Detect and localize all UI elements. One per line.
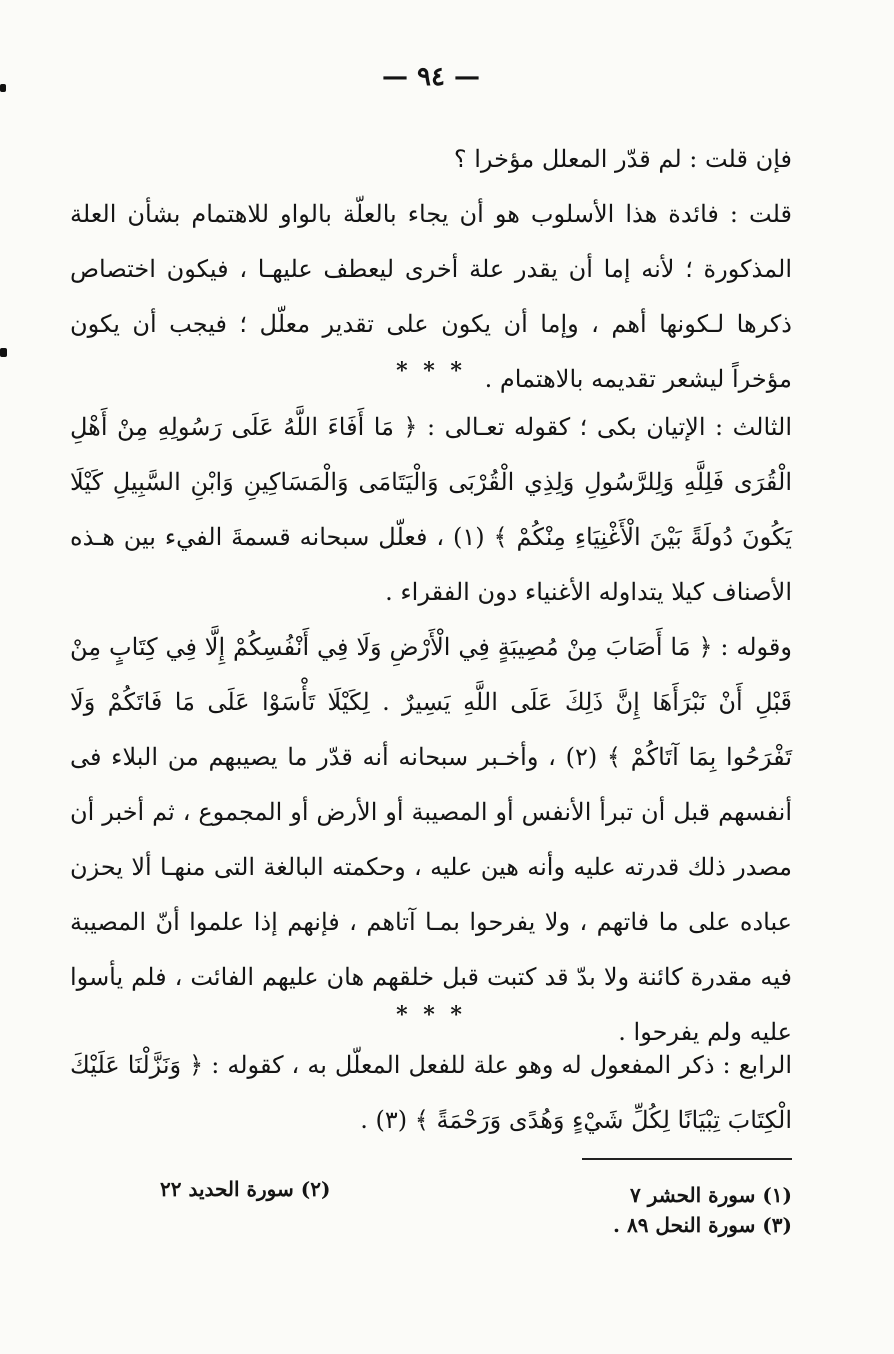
document-page: [70, 50, 792, 1300]
footnote-2: (٢) سورة الحديد ٢٢: [160, 1177, 331, 1201]
section-separator: * * *: [396, 358, 466, 384]
footnote-1: (١) سورة الحشر ٧: [630, 1183, 792, 1207]
paragraph-third: الثالث : الإتيان بكى ؛ كقوله تعـالى : ﴿ مَا أَفَاءَ اللَّهُ عَلَى رَسُولِهِ مِنْ أَهْلِ الْقُرَى فَلِلَّهِ وَلِلرَّسُولِ وَلِذِي الْقُرْبَى وَالْيَتَامَى وَالْمَسَاكِينِ وَابْنِ السَّبِيلِ كَيْلَا يَكُونَ دُولَةً بَيْنَ الْأَغْنِيَاءِ مِنْكُمْ ﴾ (١) ، فعلّل سبحانه قسمةَ الفيء بين هـذه الأصناف كيلا يتداوله الأغنياء دون الفقراء .: [70, 413, 793, 606]
section-separator: * * *: [396, 1002, 466, 1028]
margin-mark-middle: [0, 348, 7, 357]
paragraph-question: فإن قلت : لم قدّر المعلل مؤخرا ؟: [453, 145, 792, 173]
paragraph-fourth: الرابع : ذكر المفعول له وهو علة للفعل المعلّل به ، كقوله : ﴿ وَنَزَّلْنَا عَلَيْكَ الْكِتَابَ تِبْيَانًا لِكُلِّ شَيْءٍ وَهُدًى وَرَحْمَةً ﴾ (٣) .: [70, 1051, 792, 1134]
margin-mark-top: [0, 84, 6, 92]
footnote-rule: [582, 1158, 792, 1160]
paragraph-answer: قلت : فائدة هذا الأسلوب هو أن يجاء بالعلّة بالواو للاهتمام بشأن العلة المذكورة ؛ لأنه إما أن يقدر علة أخرى ليعطف عليهـا ، فيكون اختصاص ذكرها لـكونها أهم ، وإما أن يكون على تقدير معلّل ؛ فيجب أن يكون مؤخراً ليشعر تقديمه بالاهتمام .: [70, 200, 792, 393]
page-number: — ٩٤ —: [381, 62, 481, 92]
footnote-3: (٣) سورة النحل ٨٩ .: [613, 1213, 792, 1237]
paragraph-verse-hadid: وقوله : ﴿ مَا أَصَابَ مِنْ مُصِيبَةٍ فِي الْأَرْضِ وَلَا فِي أَنْفُسِكُمْ إِلَّا فِي كِتَابٍ مِنْ قَبْلِ أَنْ نَبْرَأَهَا إِنَّ ذَلِكَ عَلَى اللَّهِ يَسِيرٌ . لِكَيْلَا تَأْسَوْا عَلَى مَا فَاتَكُمْ وَلَا تَفْرَحُوا بِمَا آتَاكُمْ ﴾ (٢) ، وأخـبر سبحانه أنه قدّر ما يصيبهم من البلاء فى أنفسهم قبل أن تبرأ الأنفس أو المصيبة أو الأرض أو المجموع ، ثم أخبر أن مصدر ذلك قدرته عليه وأنه هين عليه ، وحكمته البالغة التى منهـا ألا يحزن عباده على ما فاتهم ، ولا يفرحوا بمـا آتاهم ، فإنهم إذا علموا أنّ المصيبة فيه مقدرة كائنة ولا بدّ قد كتبت قبل خلقهم هان عليهم الفائت ، فلم يأسوا عليه ولم يفرحوا .: [70, 633, 792, 1046]
